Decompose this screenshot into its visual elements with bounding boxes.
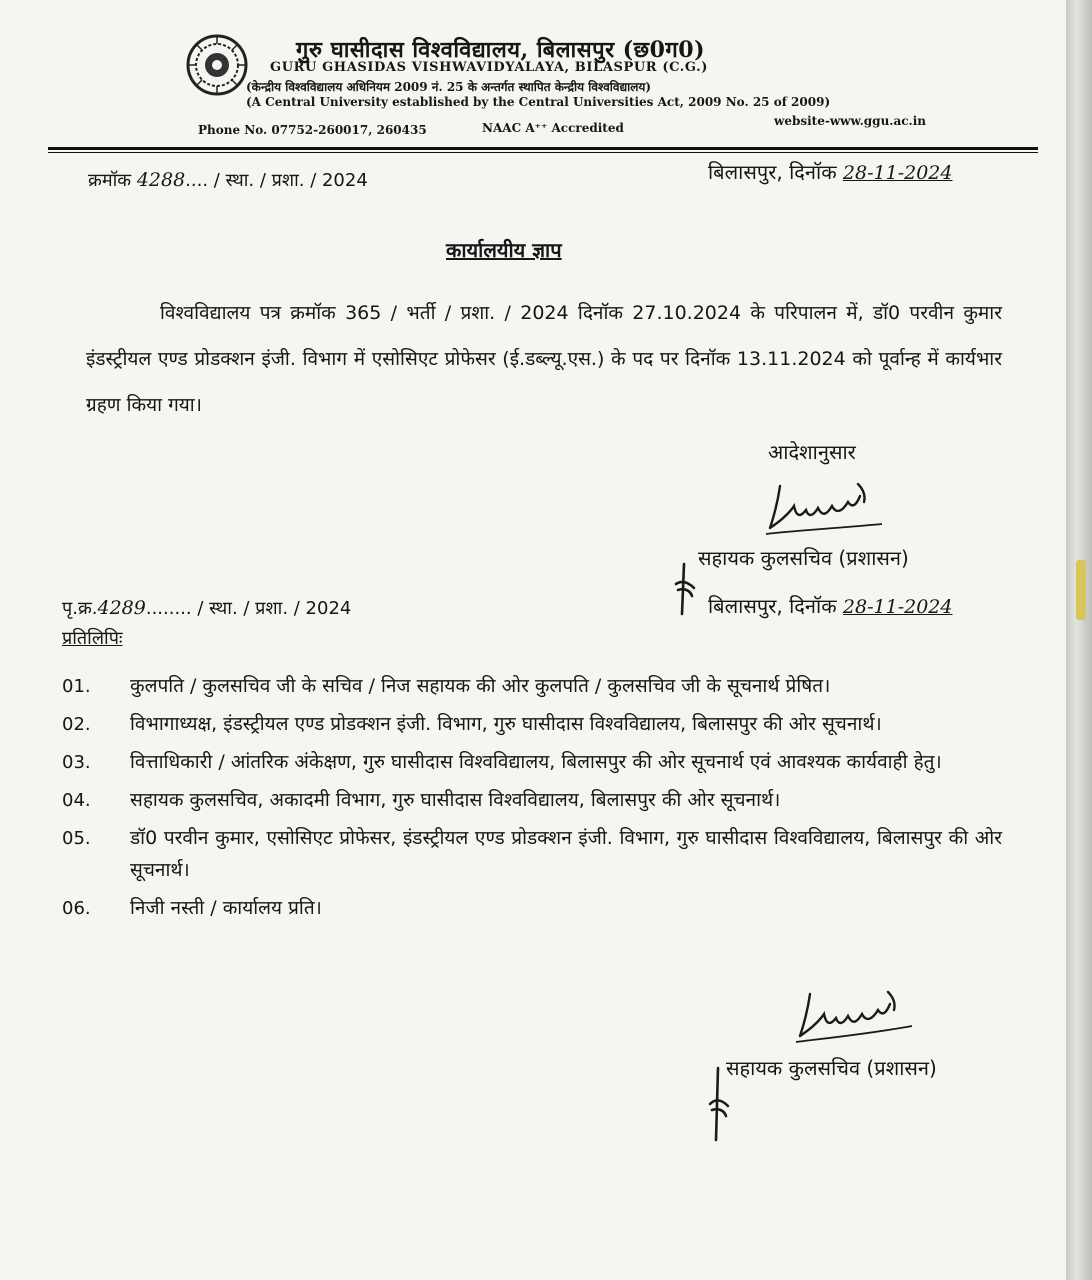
university-name-english: GURU GHASIDAS VISHWAVIDYALAYA, BILASPUR (C.G.) (270, 60, 709, 75)
list-item-number: 04. (62, 790, 91, 811)
phone-number: Phone No. 07752-260017, 260435 (198, 123, 427, 137)
copy-list (62, 670, 1002, 930)
university-emblem-icon (186, 34, 248, 96)
list-item (62, 784, 1002, 816)
endorsement-suffix: ........ / स्था. / प्रशा. / 2024 (145, 598, 352, 619)
endorsement-number (62, 596, 351, 620)
endorsement-prefix: पृ.क्र. (62, 598, 98, 619)
website-text: website-www.ggu.ac.in (774, 114, 927, 128)
list-item-number: 03. (62, 752, 91, 773)
signatory-designation-2: सहायक कुलसचिव (प्रशासन) (726, 1056, 937, 1080)
list-item (62, 746, 1002, 778)
signatory-designation: सहायक कुलसचिव (प्रशासन) (698, 546, 909, 570)
issue-date (708, 158, 952, 185)
list-item-number: 01. (62, 676, 91, 697)
list-item-number: 02. (62, 714, 91, 735)
handwritten-date: 28-11-2024 (842, 162, 953, 184)
university-subtitle-hindi: (केन्द्रीय विश्वविद्यालय अधिनियम 2009 नं. 25 के अन्तर्गत स्थापित केन्द्रीय विश्वविद्यालय) (246, 80, 652, 94)
reference-prefix: क्रमॉक (88, 170, 132, 191)
page-edge (1066, 0, 1092, 1280)
handwritten-mark-icon (706, 1064, 732, 1144)
list-item (62, 708, 1002, 740)
list-item-text: सहायक कुलसचिव, अकादमी विभाग, गुरु घासीदास विश्वविद्यालय, बिलासपुर की ओर सूचनार्थ। (130, 789, 781, 811)
university-name-hindi: गुरु घासीदास विश्वविद्यालय, बिलासपुर (छ0ग0) (296, 37, 706, 63)
handwritten-mark-icon (672, 560, 698, 618)
university-subtitle-english: (A Central University established by the Central Universities Act, 2009 No. 25 of 2009) (246, 95, 831, 109)
list-item-text: कुलपति / कुलसचिव जी के सचिव / निज सहायक की ओर कुलपति / कुलसचिव जी के सूचनार्थ प्रेषित। (130, 675, 831, 697)
list-item-number: 06. (62, 898, 91, 919)
letterhead-divider-thin (48, 152, 1038, 153)
place-date-label: बिलासपुर, दिनॉक (708, 160, 837, 184)
reference-number (88, 168, 368, 192)
list-item (62, 822, 1002, 886)
signature-2 (788, 986, 918, 1046)
by-order-text: आदेशानुसार (768, 440, 856, 464)
list-item-number: 05. (62, 828, 91, 849)
body-paragraph-text: विश्वविद्यालय पत्र क्रमॉक 365 / भर्ती / प्रशा. / 2024 दिनॉक 27.10.2024 के परिपालन में, डॉ0 परवीन कुमार इंडस्ट्रीयल एण्ड प्रोडक्शन इंजी. विभाग में एसोसिएट प्रोफेसर (ई.डब्ल्यू.एस.) के पद पर दिनॉक 13.11.2024 को पूर्वान्ह में कार्यभार ग्रहण किया गया। (86, 302, 1002, 416)
document-heading: कार्यालयीय ज्ञाप (446, 238, 562, 262)
page-edge-mark (1076, 560, 1086, 620)
endorsement-handwritten-number: 4289 (97, 597, 146, 619)
copy-to-label: प्रतिलिपिः (62, 628, 123, 649)
accreditation-text: NAAC A⁺⁺ Accredited (482, 121, 624, 135)
reference-handwritten-number: 4288 (136, 169, 186, 191)
reference-suffix: .... / स्था. / प्रशा. / 2024 (185, 170, 368, 191)
endorsement-date (708, 592, 952, 619)
list-item-text: वित्ताधिकारी / आंतरिक अंकेक्षण, गुरु घासीदास विश्वविद्यालय, बिलासपुर की ओर सूचनार्थ एवं आवश्यक कार्यवाही हेतु। (130, 751, 942, 773)
endorsement-handwritten-date: 28-11-2024 (842, 596, 953, 618)
body-paragraph (86, 290, 1002, 428)
list-item-text: डॉ0 परवीन कुमार, एसोसिएट प्रोफेसर, इंडस्ट्रीयल एण्ड प्रोडक्शन इंजी. विभाग, गुरु घासीदास विश्वविद्यालय, बिलासपुर की ओर सूचनार्थ। (130, 827, 1002, 881)
letterhead-divider (48, 147, 1038, 150)
endorsement-place-date-label: बिलासपुर, दिनॉक (708, 594, 837, 618)
list-item-text: निजी नस्ती / कार्यालय प्रति। (130, 897, 322, 919)
signature-1 (760, 476, 890, 538)
list-item-text: विभागाध्यक्ष, इंडस्ट्रीयल एण्ड प्रोडक्शन इंजी. विभाग, गुरु घासीदास विश्वविद्यालय, बिलासपुर की ओर सूचनार्थ। (130, 713, 882, 735)
list-item (62, 670, 1002, 702)
list-item (62, 892, 1002, 924)
